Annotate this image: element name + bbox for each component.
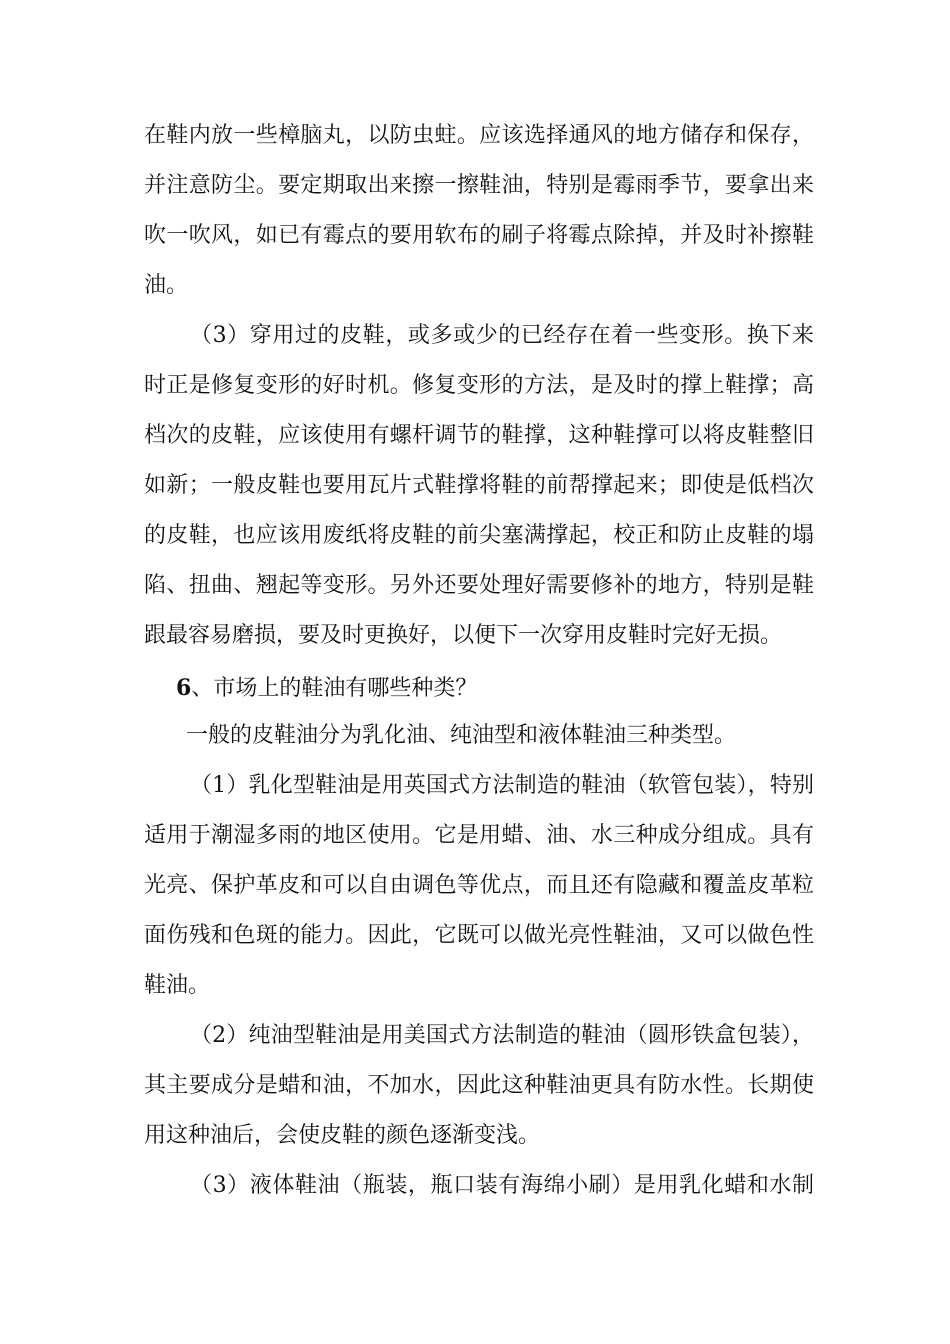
paragraph-line: 在鞋内放一些樟脑丸，以防虫蛀。应该选择通风的地方储存和保存， xyxy=(144,123,814,148)
paragraph-line: （1）乳化型鞋油是用英国式方法制造的鞋油（软管包装），特别 xyxy=(190,773,814,798)
paragraph-line: 其主要成分是蜡和油，不加水，因此这种鞋油更具有防水性。长期使 xyxy=(144,1073,814,1098)
paragraph-line: 跟最容易磨损，要及时更换好，以便下一次穿用皮鞋时完好无损。 xyxy=(144,623,783,648)
paragraph-line: 并注意防尘。要定期取出来擦一擦鞋油，特别是霉雨季节，要拿出来 xyxy=(144,173,814,198)
paragraph-line: 油。 xyxy=(144,273,189,298)
section-title: 、市场上的鞋油有哪些种类？ xyxy=(191,676,478,701)
paragraph-line: 面伤残和色斑的能力。因此，它既可以做光亮性鞋油，又可以做色性 xyxy=(144,923,814,948)
paragraph-line: （2）纯油型鞋油是用美国式方法制造的鞋油（圆形铁盒包装）， xyxy=(190,1023,814,1048)
paragraph-line: 陷、扭曲、翘起等变形。另外还要处理好需要修补的地方，特别是鞋 xyxy=(144,573,814,598)
paragraph-line: （3）穿用过的皮鞋，或多或少的已经存在着一些变形。换下来 xyxy=(190,323,814,348)
paragraph-line: 光亮、保护革皮和可以自由调色等优点，而且还有隐藏和覆盖皮革粒 xyxy=(144,873,814,898)
paragraph-line: 的皮鞋，也应该用废纸将皮鞋的前尖塞满撑起，校正和防止皮鞋的塌 xyxy=(144,523,814,548)
paragraph-line: 时正是修复变形的好时机。修复变形的方法，是及时的撑上鞋撑；高 xyxy=(144,373,814,398)
paragraph-line: 鞋油。 xyxy=(144,973,211,998)
paragraph-line: 档次的皮鞋，应该使用有螺杆调节的鞋撑，这种鞋撑可以将皮鞋整旧 xyxy=(144,423,814,448)
section-number: 6 xyxy=(176,675,192,701)
paragraph-line: 用这种油后，会使皮鞋的颜色逐渐变浅。 xyxy=(144,1123,541,1148)
paragraph-line: 适用于潮湿多雨的地区使用。它是用蜡、油、水三种成分组成。具有 xyxy=(144,823,814,848)
paragraph-line: 如新；一般皮鞋也要用瓦片式鞋撑将鞋的前帮撑起来；即使是低档次 xyxy=(144,473,814,498)
paragraph-line: （3）液体鞋油（瓶装，瓶口装有海绵小刷）是用乳化蜡和水制 xyxy=(190,1173,814,1198)
paragraph-line: 一般的皮鞋油分为乳化油、纯油型和液体鞋油三种类型。 xyxy=(186,723,737,748)
section-heading xyxy=(176,673,846,703)
paragraph-line: 吹一吹风，如已有霉点的要用软布的刷子将霉点除掉，并及时补擦鞋 xyxy=(144,223,814,248)
